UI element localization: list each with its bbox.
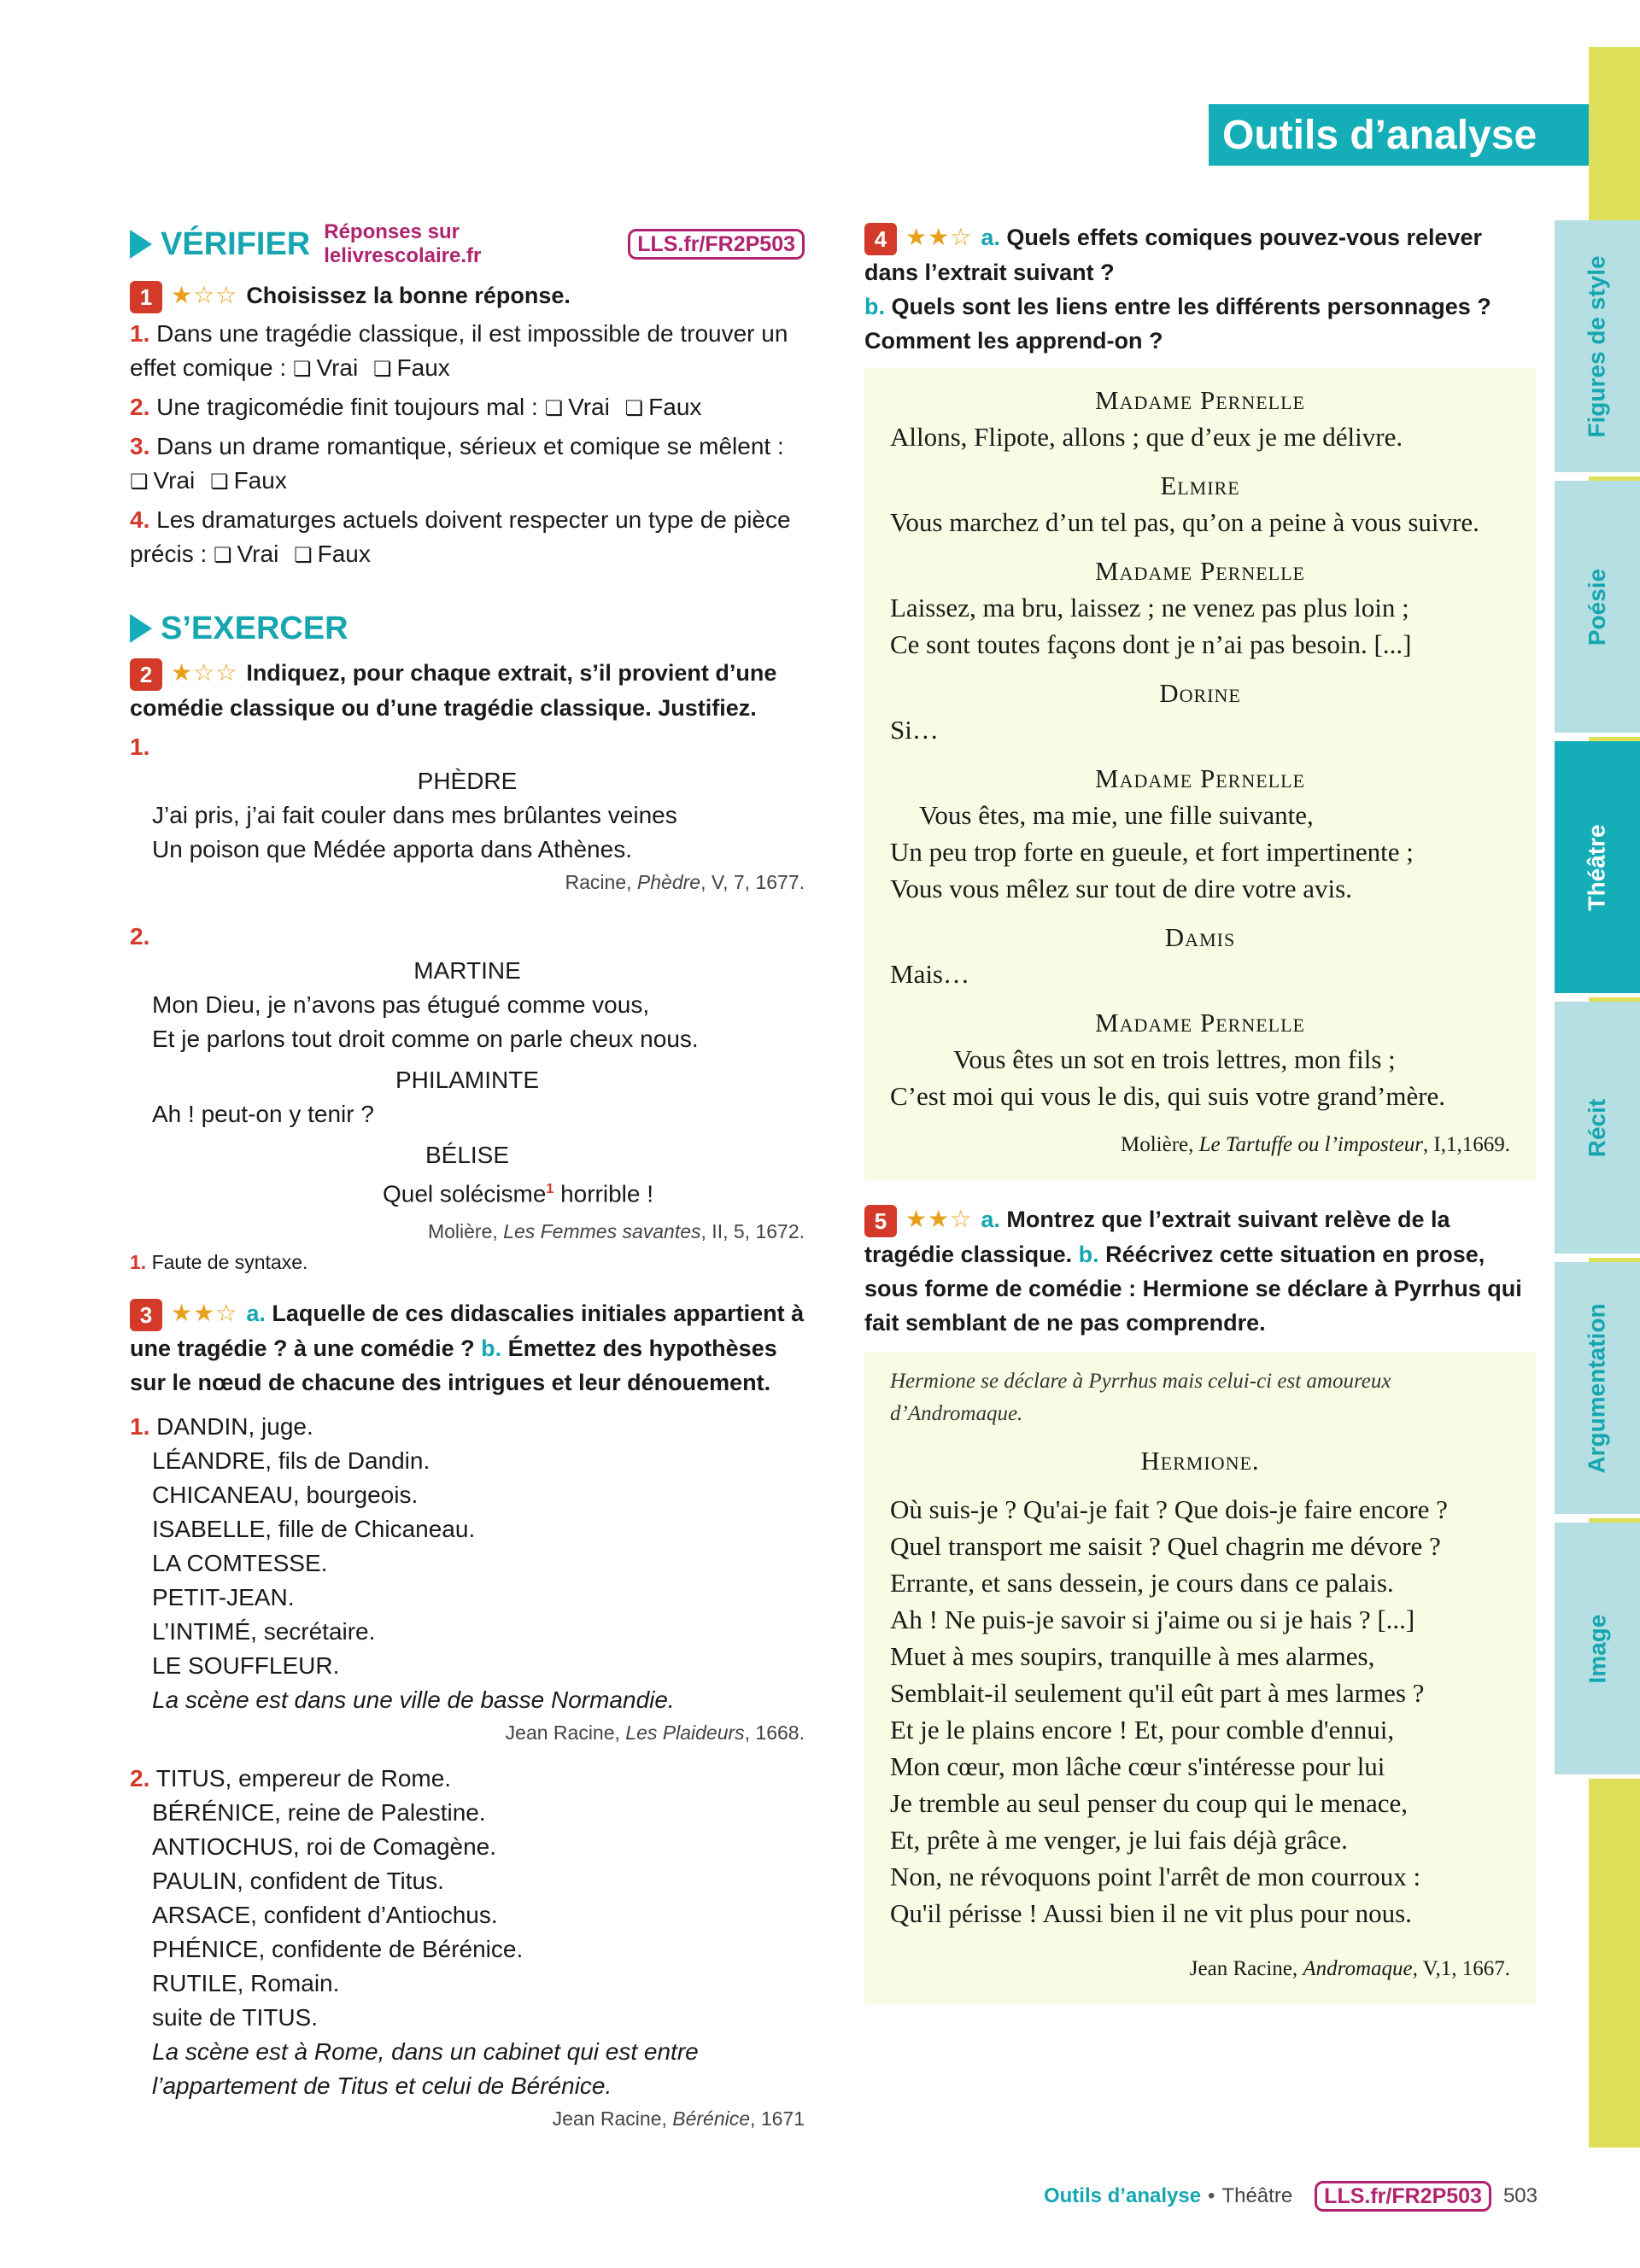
exercise-1-header bbox=[130, 278, 805, 313]
exercise-5-header: 5 ★★☆ a. Montrez que l’extrait suivant relève de la tragédie classique. b. Réécrivez cette situation en prose, sous forme de comédie : Hermione se déclare à Pyrrhus qui fait semblant de ne pas comprendre. bbox=[864, 1205, 1522, 1336]
verse-line: Je tremble au seul penser du coup qui le menace, bbox=[890, 1787, 1408, 1818]
tartuffe-extract bbox=[864, 368, 1536, 1180]
speaker: PHÈDRE bbox=[417, 767, 518, 794]
verse-line: Vous vous mêlez sur tout de dire votre avis. bbox=[890, 873, 1352, 903]
left-column bbox=[130, 220, 805, 2134]
verse-line: Semblait-il seulement qu'il eût part à mes larmes ? bbox=[890, 1677, 1425, 1708]
verse-line: Non, ne révoquons point l'arrêt de mon courroux : bbox=[890, 1861, 1421, 1891]
verifier-header bbox=[130, 220, 805, 268]
checkbox-faux[interactable]: ❏ Faux bbox=[210, 467, 287, 494]
section-title: S’EXERCER bbox=[161, 610, 348, 646]
verse-line: Quel solécisme$^1$ horrible ! bbox=[383, 1180, 654, 1207]
exercer-header bbox=[130, 611, 805, 647]
difficulty-stars: ★★☆ bbox=[905, 1205, 973, 1232]
verse-line: Un peu trop forte en gueule, et fort impertinente ; bbox=[890, 836, 1414, 867]
speaker: Elmire bbox=[1160, 470, 1240, 500]
verse-line: Et, prête à me venger, je lui fais déjà grâce. bbox=[890, 1824, 1348, 1855]
verse-line: Et je parlons tout droit comme on parle cheux nous. bbox=[152, 1025, 699, 1052]
footnote: 1. Faute de syntaxe. bbox=[130, 1251, 308, 1274]
speaker: BÉLISE bbox=[425, 1141, 510, 1168]
verse-line: Où suis-je ? Qu'ai-je fait ? Que dois-je faire encore ? bbox=[890, 1493, 1448, 1524]
exercise-instruction: Indiquez, pour chaque extrait, s’il provient d’une comédie classique ou d’une tragédie classique. Justifiez. bbox=[130, 659, 777, 721]
speaker: Madame Pernelle bbox=[1095, 384, 1305, 415]
speaker: Damis bbox=[1164, 921, 1236, 952]
verse-line: Et je le plains encore ! Et, pour comble d'ennui, bbox=[890, 1714, 1395, 1745]
verse-line: Laissez, ma bru, laissez ; ne venez pas plus loin ; bbox=[890, 592, 1409, 623]
speaker: Madame Pernelle bbox=[1095, 1007, 1305, 1038]
exercise-number: 1 bbox=[130, 281, 162, 313]
verse-line: Allons, Flipote, allons ; que d’eux je me délivre. bbox=[890, 421, 1403, 452]
verse-line: J’ai pris, j’ai fait couler dans mes brûlantes veines bbox=[152, 801, 677, 828]
tab-theatre[interactable] bbox=[1555, 741, 1640, 997]
footer-separator: • bbox=[1208, 2184, 1215, 2207]
difficulty-stars: ★☆☆ bbox=[171, 282, 238, 308]
verse-line: Mais… bbox=[890, 958, 969, 989]
verse-line: Si… bbox=[890, 714, 939, 745]
lls-link[interactable]: LLS.fr/FR2P503 bbox=[628, 229, 805, 260]
question-1: 1. Dans une tragédie classique, il est impossible de trouver un effet comique : ❏ Vrai ❏ Faux bbox=[130, 317, 805, 387]
speaker: Madame Pernelle bbox=[1095, 763, 1305, 793]
tab-recit[interactable] bbox=[1555, 1002, 1640, 1258]
checkbox-faux[interactable]: ❏ Faux bbox=[373, 354, 450, 381]
verse-line: Vous êtes, ma mie, une fille suivante, bbox=[919, 799, 1314, 830]
question-4: 4. Les dramaturges actuels doivent respecter un type de pièce précis : ❏ Vrai ❏ Faux bbox=[130, 503, 805, 573]
exercise-number: 5 bbox=[864, 1205, 897, 1237]
verse-line: Un poison que Médée apporta dans Athènes. bbox=[152, 835, 632, 862]
footer-lls-link[interactable]: LLS.fr/FR2P503 bbox=[1315, 2181, 1491, 2212]
speaker: Dorine bbox=[1159, 677, 1241, 708]
page-title: Outils d’analyse bbox=[1209, 104, 1589, 166]
speaker: Hermione. bbox=[1140, 1445, 1260, 1476]
verse-line: Quel transport me saisit ? Quel chagrin me dévore ? bbox=[890, 1530, 1441, 1561]
tab-argumentation[interactable] bbox=[1555, 1262, 1640, 1518]
checkbox-faux[interactable]: ❏ Faux bbox=[294, 541, 371, 567]
speaker: Madame Pernelle bbox=[1095, 555, 1305, 586]
tab-label: Récit bbox=[1584, 1098, 1610, 1157]
source: Jean Racine, Andromaque, V,1, 1667. bbox=[1189, 1956, 1510, 1980]
cast-list-1: 1. DANDIN, juge. LÉANDRE, fils de Dandin. CHICANEAU, bourgeois. ISABELLE, fille de Chicaneau. LA COMTESSE. PETIT-JEAN. L’INTIMÉ, secrétaire. LE SOUFFLEUR. La scène est dans une ville de basse Normandie. bbox=[130, 1412, 675, 1713]
footer-section: Outils d’analyse bbox=[1043, 2184, 1202, 2207]
source: Molière, Le Tartuffe ou l’imposteur, I,1,1669. bbox=[1120, 1132, 1510, 1156]
section-title: VÉRIFIER bbox=[161, 225, 311, 262]
verse-line: Ce sont toutes façons dont je n’ai pas besoin. [...] bbox=[890, 628, 1412, 659]
checkbox-vrai[interactable]: ❏ Vrai bbox=[214, 541, 278, 567]
play-triangle-icon bbox=[130, 614, 152, 643]
cast-list-2: 2. TITUS, empereur de Rome. BÉRÉNICE, reine de Palestine. ANTIOCHUS, roi de Comagène. PAULIN, confident de Titus. ARSACE, confident d’Antiochus. PHÉNICE, confidente de Bérénice. RUTILE, Romain. suite de TITUS. La scène est à Rome, dans un cabinet qui est entre l’appartement de Titus et celui de Bérénice. bbox=[130, 1764, 699, 2099]
source: Racine, Phèdre, V, 7, 1677. bbox=[565, 870, 805, 893]
difficulty-stars: ★★☆ bbox=[905, 224, 973, 250]
verse-line: Vous êtes un sot en trois lettres, mon fils ; bbox=[953, 1043, 1396, 1074]
verse-line: Muet à mes soupirs, tranquille à mes alarmes, bbox=[890, 1640, 1375, 1671]
verse-line: Mon cœur, mon lâche cœur s'intéresse pour lui bbox=[890, 1751, 1385, 1781]
exercise-number: 3 bbox=[130, 1299, 162, 1331]
tab-label: Image bbox=[1584, 1614, 1610, 1683]
exercise-4-header: 4 ★★☆ a. Quels effets comiques pouvez-vous relever dans l’extrait suivant ? b. Quels sont les liens entre les différents personnages ? Comment les apprend-on ? bbox=[864, 224, 1491, 354]
tab-label: Poésie bbox=[1584, 568, 1610, 646]
tab-poesie[interactable] bbox=[1555, 481, 1640, 737]
verse-line: Qu'il périsse ! Aussi bien il ne vit plus pour nous. bbox=[890, 1897, 1412, 1928]
exercise-3-header: 3 ★★☆ a. Laquelle de ces didascalies initiales appartient à une tragédie ? à une comédie ? b. Émettez des hypothèses sur le nœud de chacune des intrigues et leur dénouement. bbox=[130, 1300, 805, 1395]
tab-label: Figures de style bbox=[1584, 254, 1610, 438]
verse-line: Ah ! Ne puis-je savoir si j'aime ou si je hais ? [...] bbox=[890, 1604, 1415, 1634]
verse-line: Vous marchez d’un tel pas, qu’on a peine à vous suivre. bbox=[890, 506, 1479, 537]
play-triangle-icon bbox=[130, 230, 152, 259]
verse-line: Ah ! peut-on y tenir ? bbox=[152, 1100, 374, 1127]
speaker: MARTINE bbox=[413, 956, 521, 984]
exercise-number: 4 bbox=[864, 223, 897, 255]
page-number: 503 bbox=[1502, 2184, 1538, 2207]
tab-label: Théâtre bbox=[1584, 823, 1610, 911]
source: Jean Racine, Les Plaideurs, 1668. bbox=[505, 1721, 805, 1744]
speaker: PHILAMINTE bbox=[395, 1066, 540, 1093]
tab-image[interactable] bbox=[1555, 1523, 1640, 1779]
andromaque-extract bbox=[864, 1352, 1536, 2004]
page-footer bbox=[1025, 2181, 1538, 2212]
exercise-2-header bbox=[130, 656, 805, 725]
checkbox-vrai[interactable]: ❏ Vrai bbox=[545, 394, 610, 420]
checkbox-vrai[interactable]: ❏ Vrai bbox=[130, 467, 195, 494]
verse-line: Mon Dieu, je n’avons pas étugué comme vous, bbox=[152, 991, 650, 1018]
source: Jean Racine, Bérénice, 1671 bbox=[552, 2107, 805, 2130]
question-2: 2. Une tragicomédie finit toujours mal : ❏ Vrai ❏ Faux bbox=[130, 390, 805, 426]
exercise-number: 2 bbox=[130, 658, 162, 691]
context-note: Hermione se déclare à Pyrrhus mais celui-ci est amoureux d’Andromaque. bbox=[890, 1369, 1391, 1425]
checkbox-vrai[interactable]: ❏ Vrai bbox=[293, 354, 358, 381]
footer-topic: Théâtre bbox=[1221, 2184, 1293, 2207]
verse-line: C’est moi qui vous le dis, qui suis votre grand’mère. bbox=[890, 1080, 1446, 1111]
extract-number: 2. bbox=[130, 922, 150, 950]
tab-label: Argumentation bbox=[1584, 1302, 1611, 1474]
difficulty-stars: ★★☆ bbox=[171, 1300, 238, 1327]
source: Molière, Les Femmes savantes, II, 5, 1672. bbox=[427, 1220, 805, 1243]
answers-note: Réponses sur lelivrescolaire.fr bbox=[324, 220, 482, 267]
right-column bbox=[864, 220, 1536, 2004]
extract-number: 1. bbox=[130, 733, 150, 760]
tab-figures-de-style[interactable] bbox=[1555, 220, 1640, 476]
question-3: 3. Dans un drame romantique, sérieux et comique se mêlent : ❏ Vrai ❏ Faux bbox=[130, 430, 805, 500]
exercise-instruction: Choisissez la bonne réponse. bbox=[246, 283, 571, 308]
difficulty-stars: ★☆☆ bbox=[171, 658, 238, 686]
checkbox-faux[interactable]: ❏ Faux bbox=[625, 394, 702, 420]
verse-line: Errante, et sans dessein, je cours dans ce palais. bbox=[890, 1567, 1394, 1598]
